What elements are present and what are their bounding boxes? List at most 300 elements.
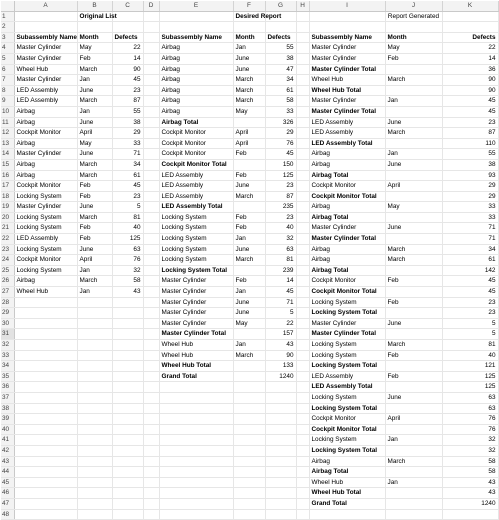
cell-b20[interactable]: March [77,212,112,223]
cell-g19[interactable]: 235 [265,202,296,213]
cell-b16[interactable]: March [77,170,112,181]
cell-j20[interactable] [385,212,442,223]
cell-i16[interactable]: Airbag Total [309,170,385,181]
cell-e32[interactable]: Wheel Hub [159,340,233,351]
cell-k31[interactable]: 5 [442,329,498,340]
cell-k12[interactable]: 87 [442,128,498,139]
cell-d14[interactable] [143,149,159,160]
cell-f41[interactable] [233,435,265,446]
cell-a35[interactable] [14,371,77,382]
row-number-27[interactable]: 27 [1,287,14,298]
cell-i15[interactable]: Airbag [309,159,385,170]
cell-b34[interactable] [77,361,112,372]
cell-j15[interactable]: June [385,159,442,170]
cell-a12[interactable]: Cockpit Monitor [14,128,77,139]
cell-d46[interactable] [143,488,159,499]
cell-c18[interactable]: 23 [112,191,143,202]
cell-d19[interactable] [143,202,159,213]
cell-a17[interactable]: Cockpit Monitor [14,181,77,192]
cell-e28[interactable]: Master Cylinder [159,297,233,308]
cell-j7[interactable]: March [385,75,442,86]
cell-j9[interactable]: Jan [385,96,442,107]
cell-f25[interactable] [233,265,265,276]
cell-b31[interactable] [77,329,112,340]
cell-f28[interactable]: June [233,297,265,308]
cell-g15[interactable]: 150 [265,159,296,170]
cell-f24[interactable]: March [233,255,265,266]
cell-g6[interactable]: 47 [265,64,296,75]
row-number-1[interactable]: 1 [1,11,14,22]
cell-b47[interactable] [77,498,112,509]
cell-d39[interactable] [143,414,159,425]
cell-g7[interactable]: 34 [265,75,296,86]
cell-e6[interactable]: Airbag [159,64,233,75]
cell-d18[interactable] [143,191,159,202]
cell-j2[interactable] [385,22,442,33]
cell-c25[interactable]: 32 [112,265,143,276]
cell-h3[interactable] [296,32,309,43]
cell-f19[interactable] [233,202,265,213]
cell-i8[interactable]: Wheel Hub Total [309,85,385,96]
cell-b33[interactable] [77,350,112,361]
cell-d2[interactable] [143,22,159,33]
cell-c45[interactable] [112,477,143,488]
row-number-19[interactable]: 19 [1,202,14,213]
cell-a28[interactable] [14,297,77,308]
cell-f12[interactable]: April [233,128,265,139]
cell-a18[interactable]: Locking System [14,191,77,202]
row-number-30[interactable]: 30 [1,318,14,329]
cell-j44[interactable] [385,467,442,478]
cell-i1[interactable] [309,11,385,22]
row-number-11[interactable]: 11 [1,117,14,128]
cell-j39[interactable]: April [385,414,442,425]
cell-c12[interactable]: 29 [112,128,143,139]
cell-g12[interactable]: 29 [265,128,296,139]
cell-e14[interactable]: Cockpit Monitor [159,149,233,160]
cell-a32[interactable] [14,340,77,351]
cell-f17[interactable]: June [233,181,265,192]
row-number-33[interactable]: 33 [1,350,14,361]
cell-d29[interactable] [143,308,159,319]
cell-j32[interactable]: March [385,340,442,351]
cell-i7[interactable]: Wheel Hub [309,75,385,86]
cell-f36[interactable] [233,382,265,393]
cell-c42[interactable] [112,445,143,456]
cell-h28[interactable] [296,297,309,308]
cell-c21[interactable]: 40 [112,223,143,234]
row-number-45[interactable]: 45 [1,477,14,488]
column-header-d[interactable]: D [143,1,159,11]
cell-b3[interactable]: Month [77,32,112,43]
cell-d40[interactable] [143,424,159,435]
cell-e4[interactable]: Airbag [159,43,233,54]
cell-d4[interactable] [143,43,159,54]
cell-b30[interactable] [77,318,112,329]
cell-f15[interactable] [233,159,265,170]
cell-g44[interactable] [265,467,296,478]
row-number-48[interactable]: 48 [1,509,14,520]
cell-f42[interactable] [233,445,265,456]
cell-f3[interactable]: Month [233,32,265,43]
cell-g40[interactable] [265,424,296,435]
cell-g34[interactable]: 133 [265,361,296,372]
cell-d8[interactable] [143,85,159,96]
cell-k33[interactable]: 40 [442,350,498,361]
cell-b45[interactable] [77,477,112,488]
cell-h18[interactable] [296,191,309,202]
cell-c9[interactable]: 87 [112,96,143,107]
cell-i43[interactable]: Airbag [309,456,385,467]
cell-i30[interactable]: Master Cylinder [309,318,385,329]
cell-d26[interactable] [143,276,159,287]
cell-a5[interactable]: Master Cylinder [14,53,77,64]
cell-h46[interactable] [296,488,309,499]
cell-j26[interactable]: Feb [385,276,442,287]
column-header-h[interactable]: H [296,1,309,11]
cell-a48[interactable] [14,509,77,520]
cell-b19[interactable]: June [77,202,112,213]
cell-a36[interactable] [14,382,77,393]
cell-e26[interactable]: Master Cylinder [159,276,233,287]
cell-k38[interactable]: 63 [442,403,498,414]
cell-h43[interactable] [296,456,309,467]
cell-b22[interactable]: Feb [77,234,112,245]
cell-b26[interactable]: March [77,276,112,287]
cell-k1[interactable] [442,11,498,22]
cell-j36[interactable] [385,382,442,393]
cell-a44[interactable] [14,467,77,478]
cell-h12[interactable] [296,128,309,139]
cell-e39[interactable] [159,414,233,425]
cell-j16[interactable] [385,170,442,181]
cell-h26[interactable] [296,276,309,287]
cell-a20[interactable]: Locking System [14,212,77,223]
cell-k44[interactable]: 58 [442,467,498,478]
cell-k27[interactable]: 45 [442,287,498,298]
cell-b13[interactable]: May [77,138,112,149]
cell-h4[interactable] [296,43,309,54]
cell-b36[interactable] [77,382,112,393]
cell-j40[interactable] [385,424,442,435]
cell-c30[interactable] [112,318,143,329]
cell-b25[interactable]: Jan [77,265,112,276]
cell-d16[interactable] [143,170,159,181]
cell-d17[interactable] [143,181,159,192]
cell-j27[interactable] [385,287,442,298]
cell-d42[interactable] [143,445,159,456]
cell-h32[interactable] [296,340,309,351]
cell-g23[interactable]: 63 [265,244,296,255]
cell-f30[interactable]: May [233,318,265,329]
cell-h45[interactable] [296,477,309,488]
cell-k14[interactable]: 55 [442,149,498,160]
cell-c3[interactable]: Defects [112,32,143,43]
cell-g17[interactable]: 23 [265,181,296,192]
cell-g42[interactable] [265,445,296,456]
cell-i39[interactable]: Cockpit Monitor [309,414,385,425]
row-number-22[interactable]: 22 [1,234,14,245]
cell-i12[interactable]: LED Assembly [309,128,385,139]
cell-i29[interactable]: Locking System Total [309,308,385,319]
cell-i25[interactable]: Airbag Total [309,265,385,276]
cell-d43[interactable] [143,456,159,467]
cell-f48[interactable] [233,509,265,520]
cell-e9[interactable]: Airbag [159,96,233,107]
cell-c20[interactable]: 81 [112,212,143,223]
cell-c17[interactable]: 45 [112,181,143,192]
cell-a1[interactable] [14,11,77,22]
row-number-42[interactable]: 42 [1,445,14,456]
row-number-13[interactable]: 13 [1,138,14,149]
cell-g18[interactable]: 87 [265,191,296,202]
cell-b40[interactable] [77,424,112,435]
cell-j38[interactable] [385,403,442,414]
cell-i32[interactable]: Locking System [309,340,385,351]
cell-a7[interactable]: Master Cylinder [14,75,77,86]
cell-h44[interactable] [296,467,309,478]
cell-d6[interactable] [143,64,159,75]
cell-a46[interactable] [14,488,77,499]
cell-h41[interactable] [296,435,309,446]
cell-g25[interactable]: 239 [265,265,296,276]
cell-e44[interactable] [159,467,233,478]
cell-j11[interactable]: June [385,117,442,128]
cell-b42[interactable] [77,445,112,456]
cell-k32[interactable]: 81 [442,340,498,351]
cell-k24[interactable]: 61 [442,255,498,266]
cell-g43[interactable] [265,456,296,467]
cell-i40[interactable]: Cockpit Monitor Total [309,424,385,435]
cell-j31[interactable] [385,329,442,340]
cell-d1[interactable] [143,11,159,22]
cell-d34[interactable] [143,361,159,372]
cell-e34[interactable]: Wheel Hub Total [159,361,233,372]
cell-c31[interactable] [112,329,143,340]
cell-k46[interactable]: 43 [442,488,498,499]
cell-g41[interactable] [265,435,296,446]
row-number-31[interactable]: 31 [1,329,14,340]
cell-d31[interactable] [143,329,159,340]
cell-h23[interactable] [296,244,309,255]
cell-c16[interactable]: 61 [112,170,143,181]
cell-e24[interactable]: Locking System [159,255,233,266]
cell-a9[interactable]: LED Assembly [14,96,77,107]
cell-h30[interactable] [296,318,309,329]
cell-k47[interactable]: 1240 [442,498,498,509]
cell-f29[interactable]: June [233,308,265,319]
cell-i48[interactable] [309,509,385,520]
cell-i23[interactable]: Airbag [309,244,385,255]
cell-k22[interactable]: 71 [442,234,498,245]
cell-a30[interactable] [14,318,77,329]
cell-f18[interactable]: March [233,191,265,202]
cell-c38[interactable] [112,403,143,414]
row-number-43[interactable]: 43 [1,456,14,467]
cell-c14[interactable]: 71 [112,149,143,160]
cell-e10[interactable]: Airbag [159,106,233,117]
cell-g47[interactable] [265,498,296,509]
cell-c37[interactable] [112,392,143,403]
cell-f7[interactable]: March [233,75,265,86]
cell-j41[interactable]: Jan [385,435,442,446]
cell-e12[interactable]: Cockpit Monitor [159,128,233,139]
row-number-7[interactable]: 7 [1,75,14,86]
cell-e31[interactable]: Master Cylinder Total [159,329,233,340]
cell-f47[interactable] [233,498,265,509]
cell-a24[interactable]: Cockpit Monitor [14,255,77,266]
cell-c26[interactable]: 58 [112,276,143,287]
cell-k20[interactable]: 33 [442,212,498,223]
column-header-b[interactable]: B [77,1,112,11]
row-number-26[interactable]: 26 [1,276,14,287]
row-number-9[interactable]: 9 [1,96,14,107]
row-number-10[interactable]: 10 [1,106,14,117]
cell-a41[interactable] [14,435,77,446]
cell-d32[interactable] [143,340,159,351]
cell-b24[interactable]: April [77,255,112,266]
cell-c27[interactable]: 43 [112,287,143,298]
cell-e25[interactable]: Locking System Total [159,265,233,276]
cell-a31[interactable] [14,329,77,340]
cell-c4[interactable]: 22 [112,43,143,54]
cell-a22[interactable]: LED Assembly [14,234,77,245]
cell-j12[interactable]: March [385,128,442,139]
cell-d10[interactable] [143,106,159,117]
cell-g2[interactable] [265,22,296,33]
cell-b6[interactable]: March [77,64,112,75]
row-number-34[interactable]: 34 [1,361,14,372]
cell-k11[interactable]: 23 [442,117,498,128]
cell-g37[interactable] [265,392,296,403]
cell-a47[interactable] [14,498,77,509]
row-number-25[interactable]: 25 [1,265,14,276]
cell-j22[interactable] [385,234,442,245]
row-number-2[interactable]: 2 [1,22,14,33]
cell-g39[interactable] [265,414,296,425]
cell-j42[interactable] [385,445,442,456]
cell-k6[interactable]: 36 [442,64,498,75]
cell-f46[interactable] [233,488,265,499]
cell-h13[interactable] [296,138,309,149]
row-number-15[interactable]: 15 [1,159,14,170]
cell-e8[interactable]: Airbag [159,85,233,96]
cell-a43[interactable] [14,456,77,467]
column-header-f[interactable]: F [233,1,265,11]
column-header-i[interactable]: I [309,1,385,11]
cell-k3[interactable]: Defects [442,32,498,43]
cell-a42[interactable] [14,445,77,456]
cell-i38[interactable]: Locking System Total [309,403,385,414]
row-number-17[interactable]: 17 [1,181,14,192]
cell-g11[interactable]: 326 [265,117,296,128]
row-number-39[interactable]: 39 [1,414,14,425]
cell-j29[interactable] [385,308,442,319]
cell-b7[interactable]: Jan [77,75,112,86]
cell-c5[interactable]: 14 [112,53,143,64]
cell-j18[interactable] [385,191,442,202]
cell-h15[interactable] [296,159,309,170]
cell-j5[interactable]: Feb [385,53,442,64]
cell-g27[interactable]: 45 [265,287,296,298]
cell-g10[interactable]: 33 [265,106,296,117]
cell-k10[interactable]: 45 [442,106,498,117]
cell-f43[interactable] [233,456,265,467]
cell-j25[interactable] [385,265,442,276]
row-number-41[interactable]: 41 [1,435,14,446]
cell-j43[interactable]: March [385,456,442,467]
cell-k17[interactable]: 29 [442,181,498,192]
cell-i5[interactable]: Master Cylinder [309,53,385,64]
cell-d15[interactable] [143,159,159,170]
cell-g45[interactable] [265,477,296,488]
cell-k40[interactable]: 76 [442,424,498,435]
cell-b43[interactable] [77,456,112,467]
cell-a25[interactable]: Locking System [14,265,77,276]
cell-i36[interactable]: LED Assembly Total [309,382,385,393]
column-header-e[interactable]: E [159,1,233,11]
cell-h22[interactable] [296,234,309,245]
cell-c7[interactable]: 45 [112,75,143,86]
cell-h29[interactable] [296,308,309,319]
cell-k2[interactable] [442,22,498,33]
cell-d11[interactable] [143,117,159,128]
cell-b8[interactable]: June [77,85,112,96]
cell-g21[interactable]: 40 [265,223,296,234]
cell-d24[interactable] [143,255,159,266]
cell-g32[interactable]: 43 [265,340,296,351]
row-number-12[interactable]: 12 [1,128,14,139]
cell-i22[interactable]: Master Cylinder Total [309,234,385,245]
cell-b5[interactable]: Feb [77,53,112,64]
cell-e43[interactable] [159,456,233,467]
cell-d25[interactable] [143,265,159,276]
cell-e47[interactable] [159,498,233,509]
cell-a8[interactable]: LED Assembly [14,85,77,96]
cell-d44[interactable] [143,467,159,478]
cell-c22[interactable]: 125 [112,234,143,245]
cell-k34[interactable]: 121 [442,361,498,372]
cell-h33[interactable] [296,350,309,361]
cell-k19[interactable]: 33 [442,202,498,213]
cell-e16[interactable]: LED Assembly [159,170,233,181]
cell-i34[interactable]: Locking System Total [309,361,385,372]
cell-i31[interactable]: Master Cylinder Total [309,329,385,340]
cell-d30[interactable] [143,318,159,329]
row-number-8[interactable]: 8 [1,85,14,96]
cell-b12[interactable]: April [77,128,112,139]
cell-i42[interactable]: Locking System Total [309,445,385,456]
cell-h35[interactable] [296,371,309,382]
cell-g20[interactable]: 23 [265,212,296,223]
cell-b48[interactable] [77,509,112,520]
cell-d45[interactable] [143,477,159,488]
cell-c41[interactable] [112,435,143,446]
column-header-j[interactable]: J [385,1,442,11]
cell-e36[interactable] [159,382,233,393]
cell-a45[interactable] [14,477,77,488]
cell-c47[interactable] [112,498,143,509]
cell-j47[interactable] [385,498,442,509]
cell-e7[interactable]: Airbag [159,75,233,86]
cell-f9[interactable]: March [233,96,265,107]
cell-g16[interactable]: 125 [265,170,296,181]
cell-h14[interactable] [296,149,309,160]
cell-i47[interactable]: Grand Total [309,498,385,509]
cell-f2[interactable] [233,22,265,33]
cell-e18[interactable]: LED Assembly [159,191,233,202]
cell-j45[interactable]: Jan [385,477,442,488]
